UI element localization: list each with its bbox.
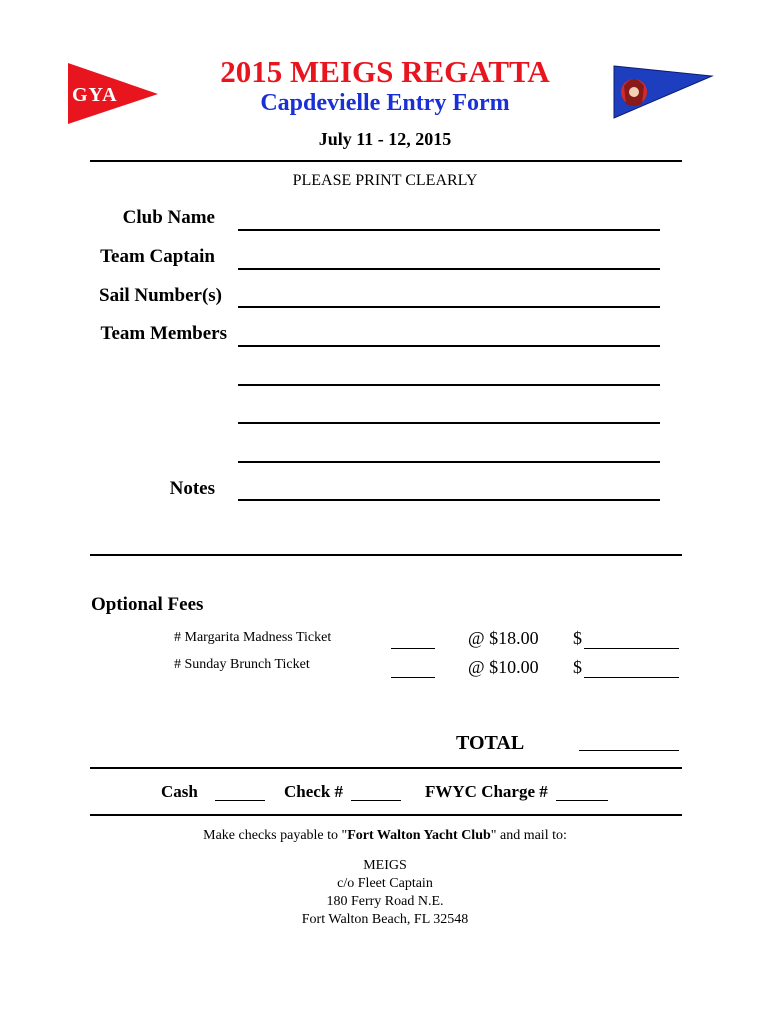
fee-item-margarita: # Margarita Madness Ticket xyxy=(174,630,332,645)
team-members-label: Team Members xyxy=(100,323,227,344)
address-line: Fort Walton Beach, FL 32548 xyxy=(301,912,469,927)
margarita-dollar-sign: $ xyxy=(573,628,582,648)
notes-field[interactable] xyxy=(238,499,660,501)
margarita-amount-field[interactable] xyxy=(584,648,679,649)
fees-divider xyxy=(90,767,682,769)
optional-fees-heading: Optional Fees xyxy=(91,594,204,615)
team-member-field-2[interactable] xyxy=(238,384,660,386)
payee-name: Fort Walton Yacht Club xyxy=(347,828,491,843)
notes-label: Notes xyxy=(169,478,215,499)
note-suffix: " and mail to: xyxy=(490,828,567,843)
check-label: Check # xyxy=(284,782,344,801)
club-name-label: Club Name xyxy=(122,207,215,228)
page-title: 2015 MEIGS REGATTA xyxy=(220,54,550,89)
brunch-dollar-sign: $ xyxy=(573,657,582,677)
team-member-field-4[interactable] xyxy=(238,461,660,463)
margarita-quantity-field[interactable] xyxy=(391,648,435,649)
team-captain-label: Team Captain xyxy=(100,246,215,267)
brunch-amount-field[interactable] xyxy=(584,677,679,678)
mailing-address xyxy=(0,857,770,929)
fee-item-brunch: # Sunday Brunch Ticket xyxy=(174,657,310,672)
team-member-field-1[interactable] xyxy=(238,345,660,347)
club-name-field[interactable] xyxy=(238,229,660,231)
fields-divider xyxy=(90,554,682,556)
total-amount-field[interactable] xyxy=(579,750,679,751)
print-instruction: PLEASE PRINT CLEARLY xyxy=(292,172,478,189)
header-divider xyxy=(90,160,682,162)
team-member-field-3[interactable] xyxy=(238,422,660,424)
fwyc-charge-label: FWYC Charge # xyxy=(425,782,548,801)
form-subtitle: Capdevielle Entry Form xyxy=(260,90,510,116)
fwyc-charge-field[interactable] xyxy=(556,800,608,801)
address-line: MEIGS xyxy=(363,858,407,873)
check-number-field[interactable] xyxy=(351,800,401,801)
brunch-price: @ $10.00 xyxy=(468,657,539,677)
total-label: TOTAL xyxy=(456,732,525,754)
payment-divider xyxy=(90,814,682,816)
event-dates: July 11 - 12, 2015 xyxy=(318,129,452,149)
sail-numbers-label: Sail Number(s) xyxy=(99,285,222,306)
cash-label: Cash xyxy=(161,782,198,801)
gya-logo-text: GYA xyxy=(72,84,118,106)
address-line: c/o Fleet Captain xyxy=(337,876,433,891)
cash-field[interactable] xyxy=(215,800,265,801)
payment-instructions xyxy=(0,828,770,844)
brunch-quantity-field[interactable] xyxy=(391,677,435,678)
sail-numbers-field[interactable] xyxy=(238,306,660,308)
team-captain-field[interactable] xyxy=(238,268,660,270)
note-prefix: Make checks payable to " xyxy=(203,828,348,843)
address-line: 180 Ferry Road N.E. xyxy=(326,894,444,909)
margarita-price: @ $18.00 xyxy=(468,628,539,648)
